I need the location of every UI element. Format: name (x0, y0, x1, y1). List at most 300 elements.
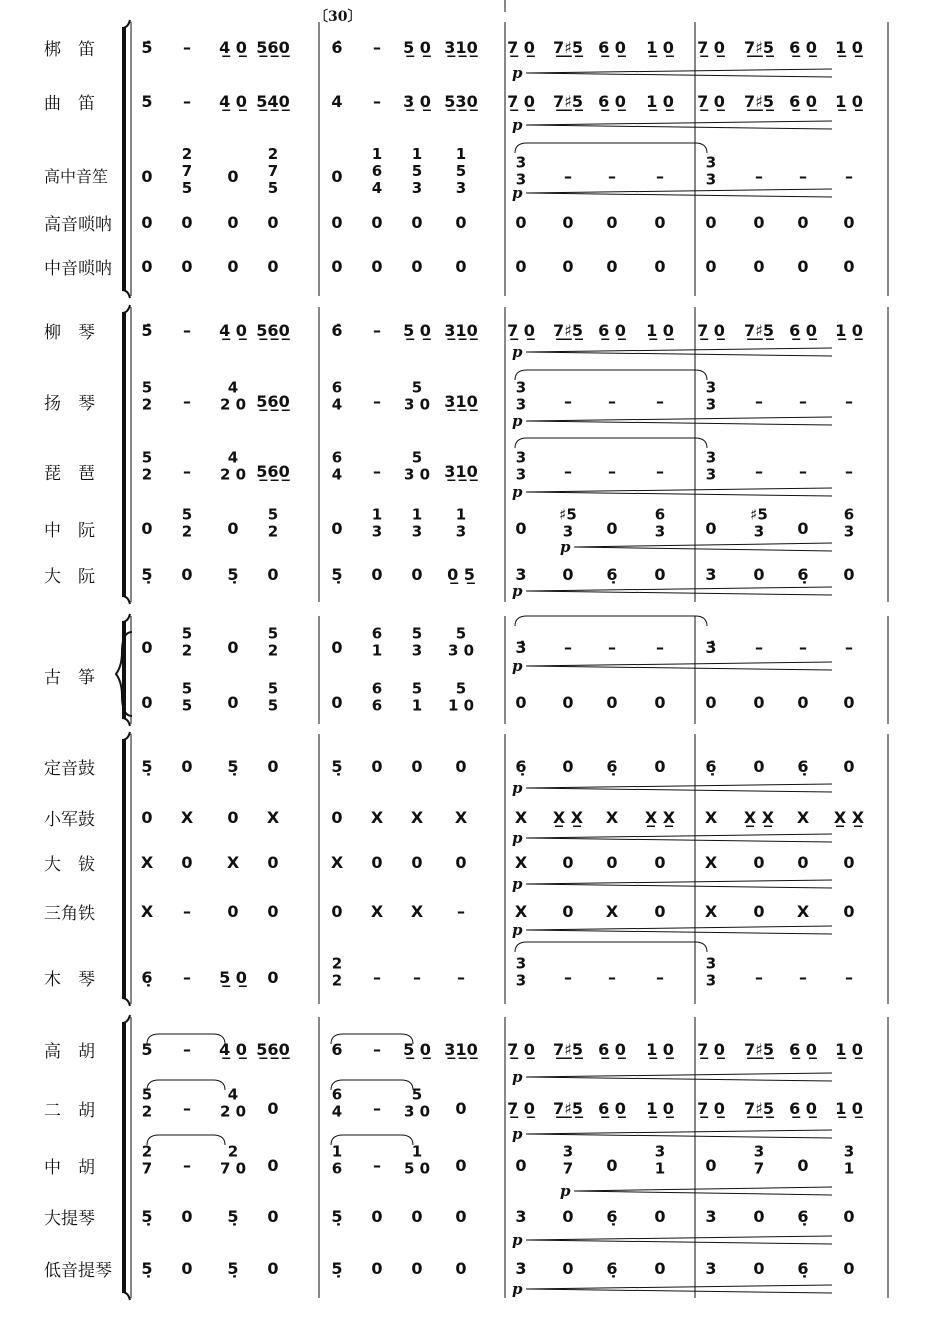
note: 0 (654, 565, 666, 584)
note: – (183, 392, 191, 411)
note: 0 (654, 1259, 666, 1278)
crescendo-line (574, 547, 832, 551)
chord-note: 3 (705, 465, 717, 484)
chord-note: 3 (843, 1142, 855, 1161)
note: 0 (753, 213, 765, 232)
note: 0 (654, 213, 666, 232)
dynamic-p: p (560, 538, 571, 556)
note: 5̲ 0̲ (403, 1040, 431, 1059)
crescendo-line (526, 926, 832, 930)
chord-note: 2 (267, 641, 279, 660)
note: 0 (455, 257, 467, 276)
note: 0 (227, 519, 239, 538)
note: 3 (515, 565, 527, 584)
note: 0 (797, 213, 809, 232)
note: 0 (267, 257, 279, 276)
crescendo-line (526, 189, 832, 193)
note: 0 (267, 1156, 279, 1175)
chord-note: 4 (371, 179, 383, 197)
note: 0 (843, 565, 855, 584)
note: 6̲ 0̲ (789, 92, 817, 111)
note: X (180, 808, 194, 827)
note: 0 (227, 167, 239, 186)
note: 0 (455, 1207, 467, 1226)
instrument-label: 琵 琶 (44, 464, 95, 484)
note: 0 (371, 1259, 383, 1278)
note: 6̲ 0̲ (598, 92, 626, 111)
dynamic-p: p (512, 1125, 523, 1143)
note: X (514, 853, 528, 872)
chord-note: 1 0 (447, 696, 475, 715)
note: 0 (797, 853, 809, 872)
note: 5̇ (141, 38, 153, 57)
note: 3̲1̲0̲ (444, 38, 478, 57)
note: 0 (843, 757, 855, 776)
crescendo-line (526, 834, 832, 838)
note: – (755, 968, 763, 987)
note: 6̲ 0̲ (789, 321, 817, 340)
note: 0 (455, 1156, 467, 1175)
instrument-label: 梆 笛 (44, 40, 95, 60)
chord-note: 1 (371, 505, 383, 524)
chord-note: 5 (455, 624, 467, 643)
chord-note: 1 (654, 1159, 666, 1178)
note: 7̲♯̲5̲ (552, 38, 584, 57)
note: 0 (267, 902, 279, 921)
note: 0 (562, 757, 574, 776)
chord-note: 5 (181, 505, 193, 524)
note: 1̲ 0̲ (835, 38, 863, 57)
note: 7̲♯̲5̲ (552, 1040, 584, 1059)
chord-note: 2 (331, 954, 343, 973)
note: 0 (455, 1099, 467, 1118)
chord-note: 5 (411, 162, 423, 180)
note: X (704, 902, 718, 921)
note: – (373, 462, 381, 481)
chord-note: 3 (562, 1142, 574, 1161)
chord-note: 3 (705, 954, 717, 973)
bracket-hook (122, 305, 130, 313)
note: 3 (515, 1207, 527, 1226)
bracket-hook (122, 596, 130, 604)
instrument-label: 大 阮 (44, 567, 95, 587)
note: 5̣ (141, 565, 153, 584)
chord-note: 2 (141, 395, 153, 414)
crescendo-line (526, 125, 832, 129)
note: 3̇ (705, 638, 717, 657)
note: – (608, 167, 616, 186)
note: 5̲6̲0̲ (256, 1040, 290, 1059)
note: 5̣ (141, 757, 153, 776)
note: 0 (562, 1207, 574, 1226)
crescendo-line (526, 1077, 832, 1081)
note: 6̲ 0̲ (598, 1099, 626, 1118)
note: – (457, 968, 465, 987)
slur (515, 942, 707, 952)
chord-note: 3 (455, 179, 467, 197)
note: 0 (797, 693, 809, 712)
note: 0 (562, 257, 574, 276)
note: 0 (654, 757, 666, 776)
note: 7̲ 0̲ (507, 38, 535, 57)
note: 3̲ 0̲ (403, 92, 431, 111)
note: X (330, 853, 344, 872)
chord-note: 3 (515, 465, 527, 484)
note: 7̲♯̲5̲ (743, 92, 775, 111)
chord-note: 1 (371, 641, 383, 660)
chord-note: 5 (181, 179, 193, 197)
note: X (454, 808, 468, 827)
chord-note: 3 (705, 378, 717, 397)
chord-note: 1 (843, 1159, 855, 1178)
chord-note: 5 (411, 448, 423, 467)
note: 0 (227, 693, 239, 712)
chord-note: 3 (515, 170, 527, 189)
note: – (564, 392, 572, 411)
chord-note: 1 (411, 505, 423, 524)
crescendo-line (526, 348, 832, 352)
chord-note: 3 0 (403, 395, 431, 414)
note: – (183, 92, 191, 111)
note: 0 (606, 853, 618, 872)
note: 1̲ 0̲ (835, 321, 863, 340)
crescendo-line (526, 587, 832, 591)
note: 0 (227, 257, 239, 276)
chord-note: 7 (181, 162, 193, 180)
note: – (755, 462, 763, 481)
chord-note: 6 (371, 624, 383, 643)
note: – (608, 392, 616, 411)
note: 0̲ 5̲ (447, 565, 475, 584)
note: 6̲ 0̲ (598, 38, 626, 57)
chord-note: 1 (331, 1142, 343, 1161)
instrument-label: 中 胡 (44, 1158, 95, 1178)
note: 5̲6̲0̲ (256, 38, 290, 57)
note: 0 (141, 213, 153, 232)
slur (331, 1080, 413, 1090)
note: 0 (411, 213, 423, 232)
chord-note: 5 (411, 1085, 423, 1104)
note: X (605, 808, 619, 827)
note: 0 (141, 519, 153, 538)
crescendo-line (526, 1073, 832, 1077)
instrument-label: 定音鼓 (44, 759, 95, 779)
crescendo-line (526, 1130, 832, 1134)
chord-note: 5 (141, 448, 153, 467)
chord-note: 3 (654, 1142, 666, 1161)
note: 0 (753, 693, 765, 712)
crescendo-line (526, 784, 832, 788)
note: 5̣ (331, 565, 343, 584)
note: X (410, 902, 424, 921)
note: – (457, 902, 465, 921)
note: – (373, 321, 381, 340)
note: 5̲6̲0̲ (256, 392, 290, 411)
note: 0 (141, 257, 153, 276)
crescendo-line (574, 1191, 832, 1195)
note: 0 (753, 565, 765, 584)
note: 0 (562, 853, 574, 872)
dynamic-p: p (512, 829, 523, 847)
note: – (373, 92, 381, 111)
bracket-hook (122, 614, 130, 622)
chord-note: 3 (411, 641, 423, 660)
chord-note: 4 (227, 448, 239, 467)
instrument-label: 高音唢呐 (44, 215, 112, 235)
chord-note: 3 (411, 522, 423, 541)
chord-note: 5 (455, 162, 467, 180)
note: 0 (654, 853, 666, 872)
chord-note: 5 (267, 624, 279, 643)
chord-note: 3 (515, 395, 527, 414)
note: 3̲1̲0̲ (444, 1040, 478, 1059)
chord-note: 2 0 (219, 1102, 247, 1121)
note: 0 (455, 213, 467, 232)
chord-note: ♯5 (750, 505, 768, 524)
note: 7̲ 0̲ (697, 38, 725, 57)
note: – (799, 968, 807, 987)
note: 0 (705, 257, 717, 276)
note: 6̣ (797, 1207, 809, 1226)
note: 0 (753, 902, 765, 921)
crescendo-line (526, 838, 832, 842)
note: – (656, 462, 664, 481)
dynamic-p: p (512, 483, 523, 501)
note: 5̲4̲0̲ (256, 92, 290, 111)
note: 0 (797, 1156, 809, 1175)
crescendo-line (526, 69, 832, 73)
note: – (373, 1156, 381, 1175)
note: – (799, 392, 807, 411)
note: 0 (606, 257, 618, 276)
note: X̲ X̲ (743, 808, 775, 827)
instrument-label: 中 阮 (44, 521, 95, 541)
crescendo-line (526, 1285, 832, 1289)
note: 0 (606, 1156, 618, 1175)
chord-note: 6 (371, 696, 383, 715)
note: 5̲ 0̲ (403, 38, 431, 57)
bracket-hook (122, 998, 130, 1006)
instrument-label: 大 钹 (44, 855, 95, 875)
note: 0 (331, 257, 343, 276)
chord-note: 3 (371, 522, 383, 541)
crescendo-line (526, 884, 832, 888)
chord-note: 5 (267, 696, 279, 715)
chord-note: 6 (371, 162, 383, 180)
crescendo-line (526, 591, 832, 595)
chord-note: 2 (181, 641, 193, 660)
note: – (564, 638, 572, 657)
slur (331, 1034, 413, 1044)
chord-note: 3 0 (403, 1102, 431, 1121)
note: 4̲ 0̲ (219, 1040, 247, 1059)
note: X (514, 902, 528, 921)
note: X̲ X̲ (552, 808, 584, 827)
note: 0 (455, 1259, 467, 1278)
note: 5̇ (141, 321, 153, 340)
chord-note: 1 (455, 145, 467, 163)
chord-note: 3 (753, 1142, 765, 1161)
note: 0 (515, 257, 527, 276)
note: 0 (371, 853, 383, 872)
note: X (140, 902, 154, 921)
bracket-hook (122, 290, 130, 298)
note: 0 (267, 1259, 279, 1278)
chord-note: 5 (267, 179, 279, 197)
instrument-label: 柳 琴 (44, 323, 95, 343)
note: 0 (227, 638, 239, 657)
note: 0 (606, 519, 618, 538)
chord-note: 2 (267, 522, 279, 541)
note: – (373, 1099, 381, 1118)
chord-note: 3 (654, 522, 666, 541)
note: – (564, 167, 572, 186)
note: 0 (331, 213, 343, 232)
note: 3 (705, 1207, 717, 1226)
note: 0 (267, 565, 279, 584)
note: – (656, 392, 664, 411)
instrument-label: 三角铁 (44, 904, 95, 924)
chord-note: 3 (411, 179, 423, 197)
note: 5̣ (331, 1207, 343, 1226)
note: 0 (797, 257, 809, 276)
note: 0 (331, 902, 343, 921)
note: 0 (606, 213, 618, 232)
chord-note: 2 (141, 465, 153, 484)
crescendo-line (526, 352, 832, 356)
note: 0 (181, 213, 193, 232)
note: 1̲ 0̲ (835, 1099, 863, 1118)
note: 0 (181, 1259, 193, 1278)
bracket-hook (122, 718, 130, 726)
chord-note: 1 (411, 1142, 423, 1161)
note: – (183, 462, 191, 481)
note: 0 (331, 638, 343, 657)
note: 1̲ 0̲ (835, 1040, 863, 1059)
chord-note: 3 0 (447, 641, 475, 660)
instrument-label: 高 胡 (44, 1042, 95, 1062)
note: 0 (181, 853, 193, 872)
note: 6̲ 0̲ (598, 321, 626, 340)
note: – (845, 968, 853, 987)
crescendo-line (526, 417, 832, 421)
dynamic-p: p (512, 657, 523, 675)
dynamic-p: p (512, 921, 523, 939)
chord-note: 1 (411, 145, 423, 163)
note: X̲ X̲ (644, 808, 676, 827)
dynamic-p: p (512, 184, 523, 202)
note: 0 (753, 257, 765, 276)
crescendo-line (526, 1134, 832, 1138)
note: – (413, 968, 421, 987)
chord-note: 3 (455, 522, 467, 541)
note: 0 (141, 693, 153, 712)
chord-note: 7 (753, 1159, 765, 1178)
note: 0 (227, 808, 239, 827)
instrument-label: 木 琴 (44, 970, 95, 990)
note: 0 (562, 1259, 574, 1278)
crescendo-line (526, 73, 832, 77)
chord-note: 4 (331, 395, 343, 414)
note: X (370, 902, 384, 921)
note: 3 (705, 1259, 717, 1278)
note: 7̲ 0̲ (507, 1099, 535, 1118)
note: 0 (371, 1207, 383, 1226)
chord-note: 5 (181, 624, 193, 643)
note: 7̲♯̲5̲ (743, 38, 775, 57)
note: – (656, 638, 664, 657)
note: X (796, 902, 810, 921)
chord-note: 6 (654, 505, 666, 524)
note: 0 (141, 808, 153, 827)
note: – (608, 462, 616, 481)
instrument-label: 高中音笙 (44, 167, 109, 186)
chord-note: 6 (843, 505, 855, 524)
note: 7̲♯̲5̲ (743, 321, 775, 340)
note: 0 (141, 167, 153, 186)
note: 7̲♯̲5̲ (552, 1099, 584, 1118)
note: 0 (753, 853, 765, 872)
chord-note: 6 (331, 378, 343, 397)
chord-note: 3 0 (403, 465, 431, 484)
note: 0 (562, 213, 574, 232)
note: – (183, 38, 191, 57)
crescendo-line (526, 1240, 832, 1244)
chord-note: 2 (181, 522, 193, 541)
note: 0 (181, 565, 193, 584)
note: 5̣ (331, 1259, 343, 1278)
chord-note: 2 0 (219, 395, 247, 414)
chord-note: 6 (371, 679, 383, 698)
chord-note: 5 (141, 1085, 153, 1104)
note: – (373, 38, 381, 57)
dynamic-p: p (512, 1231, 523, 1249)
chord-note: 6 (331, 1159, 343, 1178)
instrument-label: 低音提琴 (44, 1261, 112, 1281)
note: 0 (331, 808, 343, 827)
chord-note: 7 (267, 162, 279, 180)
chord-note: 5 (411, 624, 423, 643)
dynamic-p: p (512, 343, 523, 361)
note: X (140, 853, 154, 872)
note: X (605, 902, 619, 921)
chord-note: 1 (455, 505, 467, 524)
crescendo-line (526, 662, 832, 666)
chord-note: 3 (705, 170, 717, 189)
chord-note: 2 (141, 1142, 153, 1161)
note: 6̣ (141, 968, 153, 987)
note: 5̲ 0̲ (403, 321, 431, 340)
slur (515, 616, 707, 626)
crescendo-line (526, 666, 832, 670)
note: 0 (606, 693, 618, 712)
chord-note: 2 (141, 1102, 153, 1121)
note: 6̣ (797, 757, 809, 776)
note: 5̲3̲0̲ (444, 92, 478, 111)
crescendo-line (526, 788, 832, 792)
note: – (183, 1099, 191, 1118)
instrument-label: 大提琴 (44, 1209, 95, 1229)
chord-note: 5 (181, 679, 193, 698)
note: 0 (753, 1207, 765, 1226)
note: 0 (267, 968, 279, 987)
note: 6̣ (705, 757, 717, 776)
note: – (373, 968, 381, 987)
chord-note: 3 (515, 378, 527, 397)
note: 0 (654, 902, 666, 921)
note: 0 (654, 693, 666, 712)
note: – (845, 462, 853, 481)
